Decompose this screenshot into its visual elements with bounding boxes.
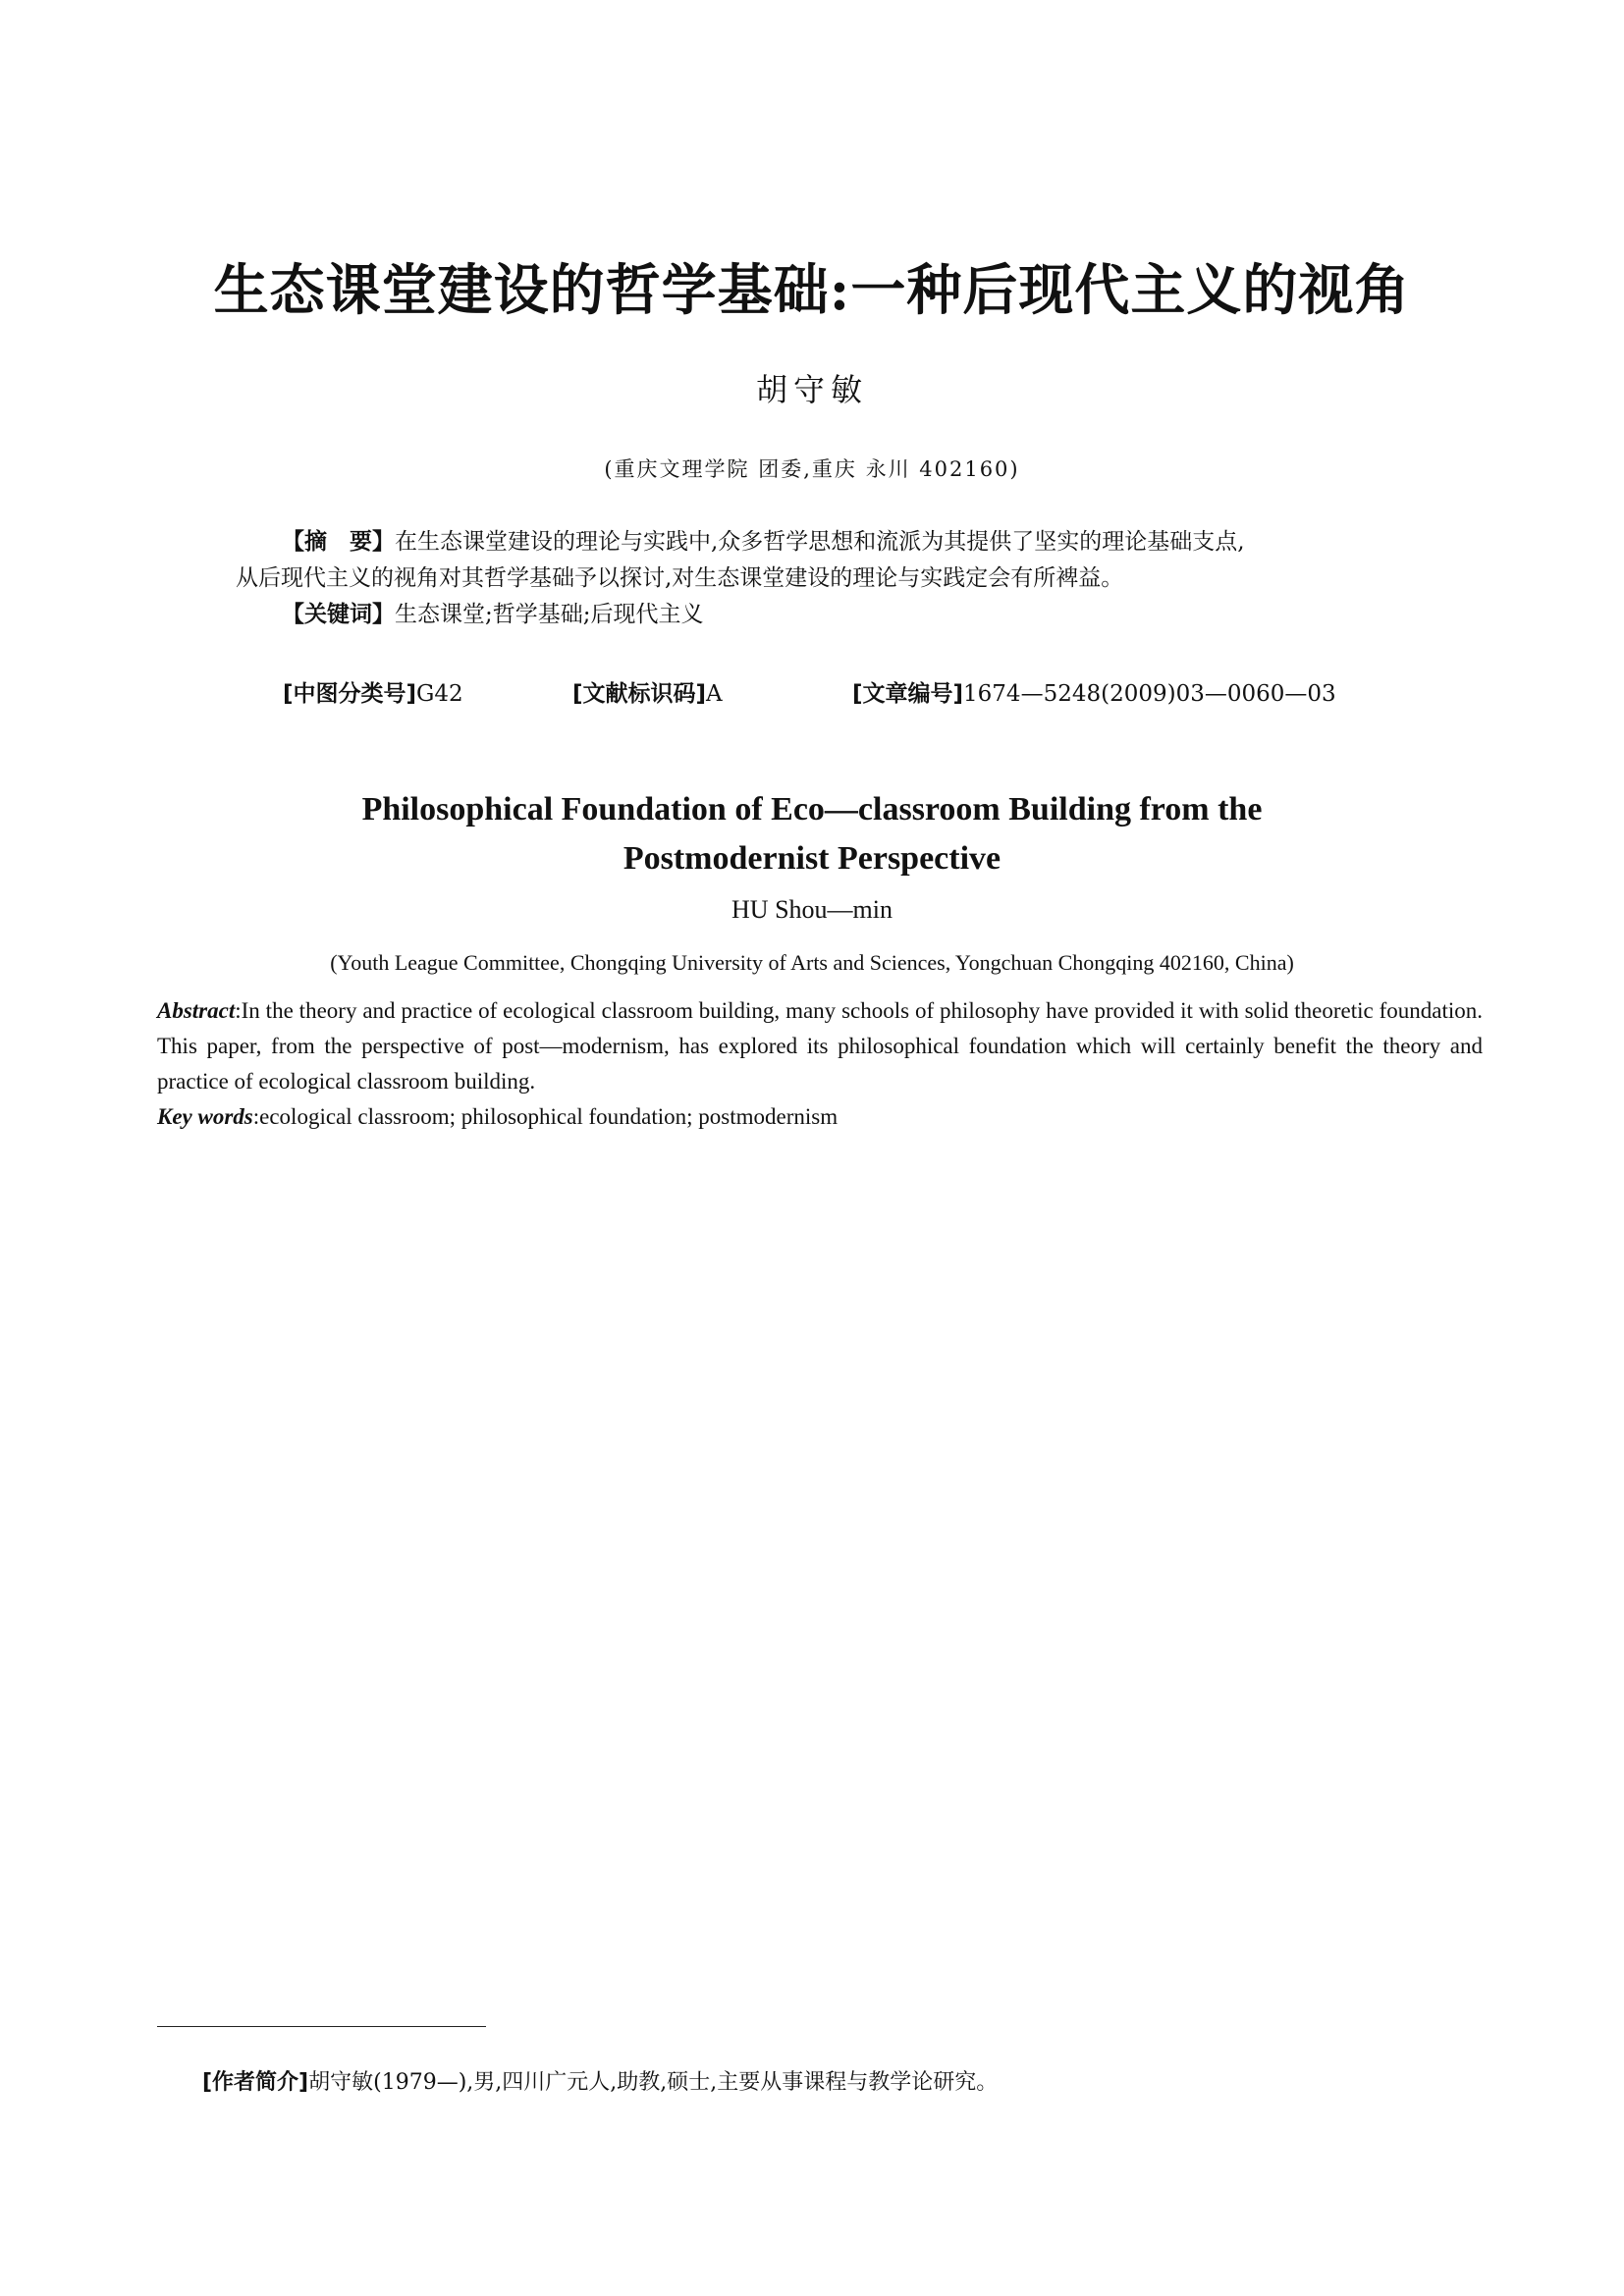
chinese-author: 胡守敏 — [755, 371, 868, 408]
english-abstract-label: Abstract — [157, 998, 236, 1023]
english-affiliation: (Youth League Committee, Chongqing University of Arts and Sciences, Yongchuan Chongqing 402160, China) — [330, 950, 1294, 975]
english-abstract-block — [157, 993, 1483, 1135]
article-value: 1674—5248(2009)03—0060—03 — [963, 681, 1336, 707]
english-abstract — [157, 993, 1483, 1099]
english-keywords-text: ecological classroom; philosophical foundation; postmodernism — [259, 1104, 839, 1129]
chinese-abstract-line-2: 从后现代主义的视角对其哲学基础予以探讨,对生态课堂建设的理论与实践定会有所裨益。 — [236, 565, 1124, 591]
english-title — [0, 785, 1624, 883]
keywords-text: 生态课堂;哲学基础;后现代主义 — [395, 602, 704, 627]
abstract-text-1: 在生态课堂建设的理论与实践中,众多哲学思想和流派为其提供了坚实的理论基础支点, — [395, 529, 1245, 555]
footnote-text: 胡守敏(1979—),男,四川广元人,助教,硕士,主要从事课程与教学论研究。 — [308, 2070, 999, 2095]
clc-value: G42 — [416, 681, 463, 707]
footnote-divider — [157, 2026, 486, 2027]
english-title-line-2: Postmodernist Perspective — [623, 840, 1001, 877]
classification-row — [283, 675, 1461, 709]
english-keywords-label: Key words — [157, 1104, 253, 1129]
chinese-keywords — [236, 597, 1424, 633]
english-abstract-text: In the theory and practice of ecological classroom building, many schools of philosophy have provided it with solid theoretic foundation. This paper, from the perspective of post—modernism, has explored its philosophical foundation which will certainly benefit the theory and practice of ecological classroom building. — [157, 998, 1483, 1094]
english-title-line-1: Philosophical Foundation of Eco—classroom Building from the — [361, 791, 1263, 828]
chinese-title: 生态课堂建设的哲学基础:一种后现代主义的视角 — [213, 258, 1411, 323]
english-author: HU Shou—min — [731, 895, 893, 924]
chinese-abstract-line-1 — [236, 524, 1424, 561]
article-label: [文章编号] — [852, 681, 964, 707]
abstract-label: 【摘 要】 — [282, 529, 395, 555]
english-abstract-sep: : — [235, 998, 242, 1023]
english-keywords-sep: : — [252, 1104, 260, 1129]
clc-label: [中图分类号] — [283, 681, 417, 707]
chinese-abstract-block — [236, 524, 1424, 633]
article-number — [852, 675, 1336, 708]
document-code — [572, 675, 723, 708]
chinese-affiliation: (重庆文理学院 团委,重庆 永川 402160) — [604, 457, 1020, 481]
footnote-label: [作者简介] — [202, 2070, 309, 2095]
doc-value: A — [706, 681, 723, 707]
author-footnote — [202, 2065, 1479, 2096]
clc-number — [283, 675, 463, 708]
keywords-label: 【关键词】 — [282, 602, 395, 627]
english-keywords — [157, 1099, 1483, 1135]
doc-label: [文献标识码] — [572, 681, 707, 707]
